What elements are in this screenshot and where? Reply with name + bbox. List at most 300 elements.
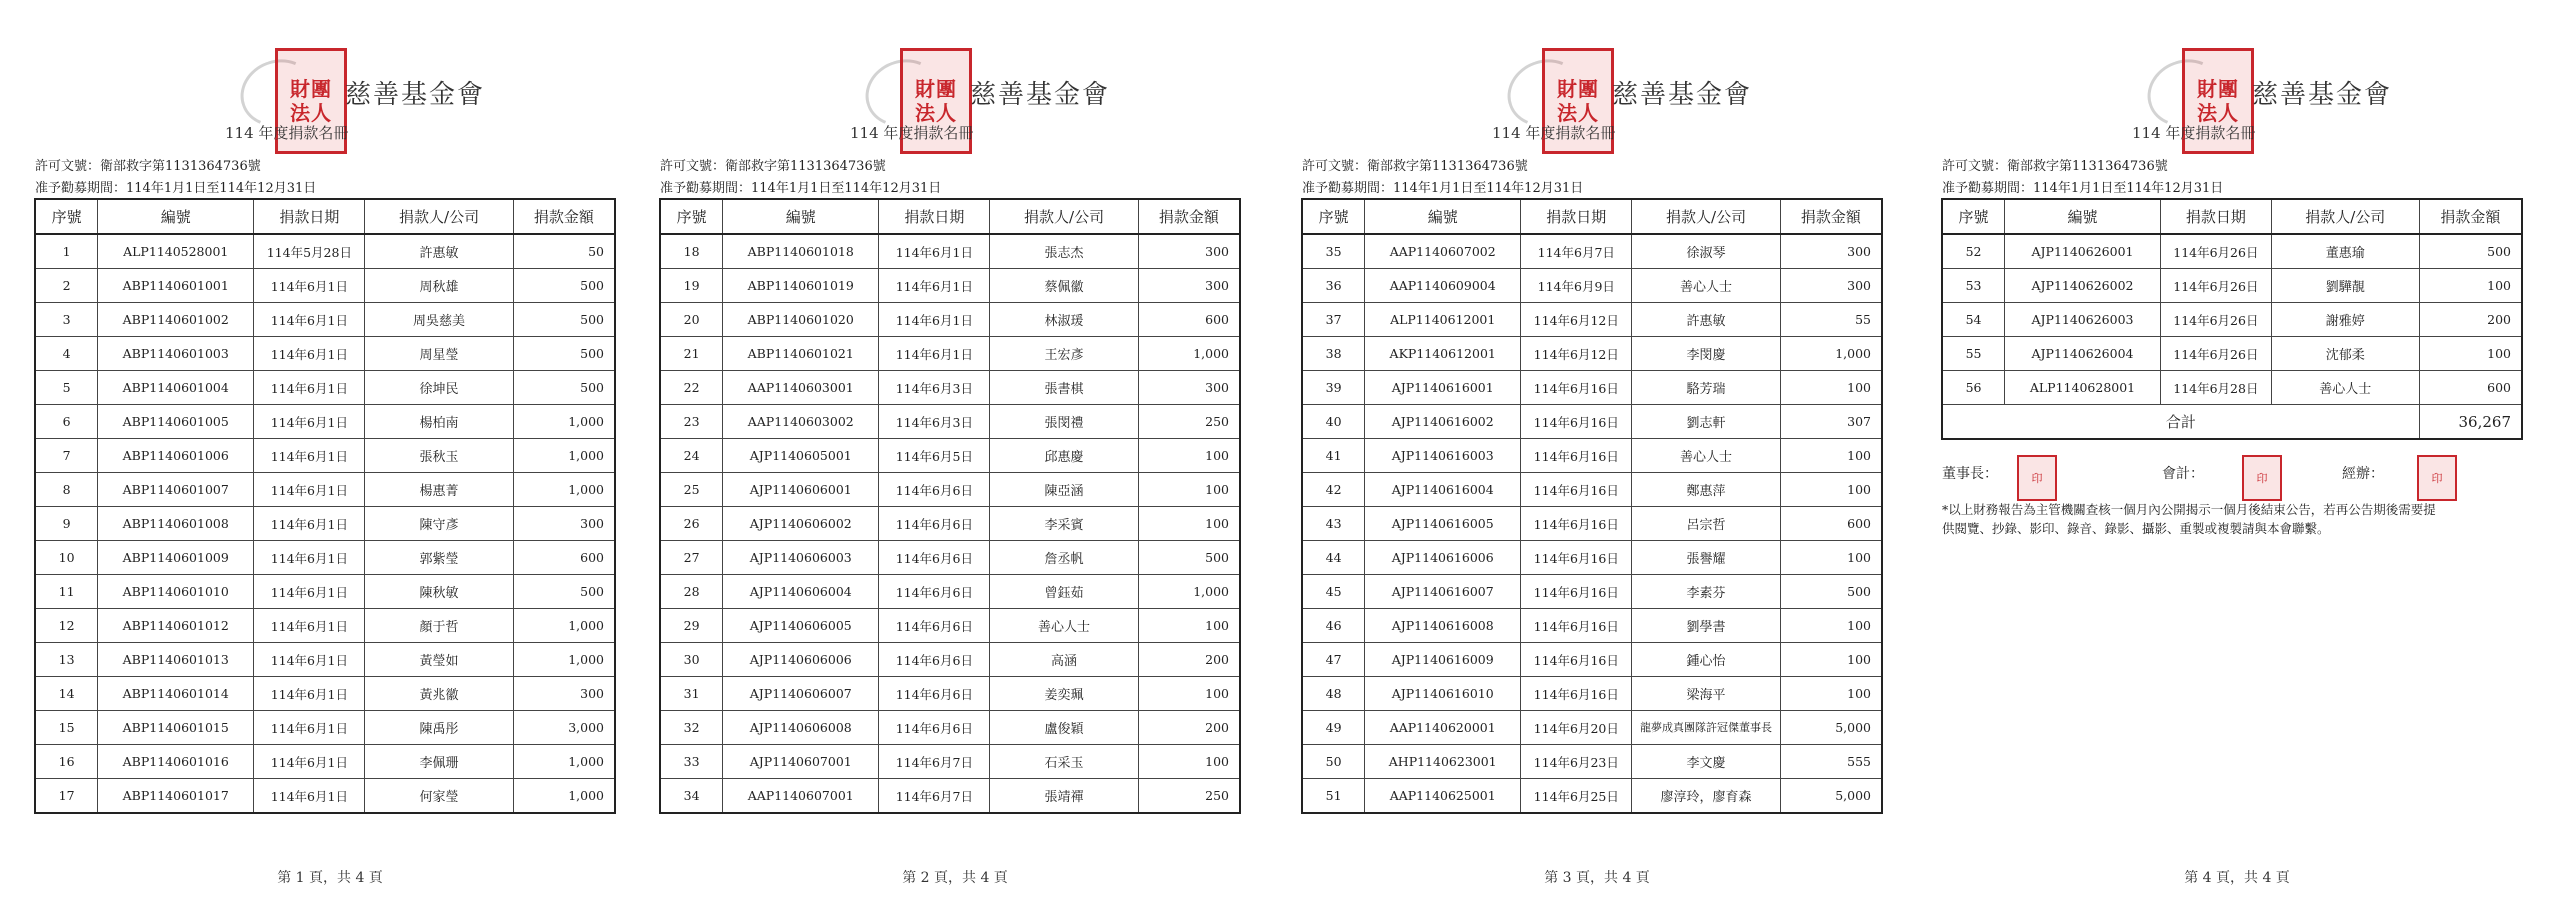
row-id: AJP1140616003 <box>1365 439 1521 473</box>
row-date: 114年6月5日 <box>879 439 990 473</box>
row-amount: 1,000 <box>1138 575 1240 609</box>
table-row <box>35 234 615 269</box>
donation-page-4 <box>1937 0 2537 905</box>
row-seq: 2 <box>35 269 98 303</box>
row-date: 114年6月1日 <box>254 337 365 371</box>
table-row <box>660 269 1240 303</box>
row-id: AJP1140616005 <box>1365 507 1521 541</box>
row-donor: 善心人士 <box>2271 371 2419 405</box>
document-subtitle: 114 年度捐款名冊 <box>1492 124 1616 142</box>
col-header-amount: 捐款金額 <box>1780 199 1882 234</box>
row-seq: 38 <box>1302 337 1365 371</box>
row-amount: 100 <box>1780 609 1882 643</box>
row-donor: 周星瑩 <box>365 337 513 371</box>
row-date: 114年6月6日 <box>879 575 990 609</box>
row-seq: 54 <box>1942 303 2005 337</box>
table-row <box>1302 575 1882 609</box>
row-donor: 李閔慶 <box>1632 337 1780 371</box>
organization-name: 慈善基金會 <box>345 80 486 110</box>
row-amount: 1,000 <box>513 779 615 814</box>
row-donor: 梁海平 <box>1632 677 1780 711</box>
row-date: 114年6月1日 <box>879 303 990 337</box>
row-date: 114年6月6日 <box>879 643 990 677</box>
row-donor: 徐坤民 <box>365 371 513 405</box>
manager-label: 經辦： <box>2342 466 2384 482</box>
row-date: 114年6月1日 <box>879 269 990 303</box>
row-donor: 蔡佩徽 <box>990 269 1138 303</box>
row-date: 114年5月28日 <box>254 234 365 269</box>
col-header-amount: 捐款金額 <box>1138 199 1240 234</box>
row-id: AAP1140609004 <box>1365 269 1521 303</box>
row-amount: 500 <box>2419 234 2522 269</box>
table-row <box>1302 745 1882 779</box>
table-row <box>1302 609 1882 643</box>
row-donor: 徐淑琴 <box>1632 234 1780 269</box>
col-header-seq: 序號 <box>35 199 98 234</box>
row-donor: 王宏彥 <box>990 337 1138 371</box>
row-amount: 300 <box>1780 269 1882 303</box>
table-row <box>1302 234 1882 269</box>
table-row <box>1302 779 1882 814</box>
row-donor: 盧俊穎 <box>990 711 1138 745</box>
row-seq: 28 <box>660 575 723 609</box>
row-amount: 1,000 <box>513 643 615 677</box>
table-row <box>660 575 1240 609</box>
row-date: 114年6月1日 <box>879 234 990 269</box>
col-header-date: 捐款日期 <box>879 199 990 234</box>
table-row <box>660 405 1240 439</box>
row-amount: 500 <box>513 575 615 609</box>
row-seq: 11 <box>35 575 98 609</box>
row-date: 114年6月16日 <box>1521 405 1632 439</box>
row-seq: 41 <box>1302 439 1365 473</box>
table-row <box>35 575 615 609</box>
col-header-date: 捐款日期 <box>254 199 365 234</box>
row-amount: 600 <box>513 541 615 575</box>
row-seq: 53 <box>1942 269 2005 303</box>
permit-number: 許可文號：衛部救字第1131364736號 <box>1942 159 2168 174</box>
row-date: 114年6月1日 <box>254 371 365 405</box>
row-seq: 25 <box>660 473 723 507</box>
row-seq: 5 <box>35 371 98 405</box>
row-id: AJP1140606008 <box>723 711 879 745</box>
table-row <box>35 541 615 575</box>
row-donor: 何家瑩 <box>365 779 513 814</box>
row-date: 114年6月1日 <box>254 303 365 337</box>
row-seq: 9 <box>35 507 98 541</box>
col-header-date: 捐款日期 <box>2160 199 2271 234</box>
row-amount: 250 <box>1138 779 1240 814</box>
table-header-row <box>1942 199 2522 234</box>
row-seq: 45 <box>1302 575 1365 609</box>
table-row <box>35 303 615 337</box>
row-date: 114年6月12日 <box>1521 337 1632 371</box>
table-row <box>660 303 1240 337</box>
row-amount: 500 <box>1138 541 1240 575</box>
row-donor: 李佩珊 <box>365 745 513 779</box>
table-row <box>1302 371 1882 405</box>
donation-table <box>1301 198 1883 814</box>
red-seal-stamp: 財團 法人 <box>275 48 347 154</box>
table-row <box>660 473 1240 507</box>
row-amount: 600 <box>1780 507 1882 541</box>
row-amount: 100 <box>2419 337 2522 371</box>
row-donor: 陳亞涵 <box>990 473 1138 507</box>
row-date: 114年6月28日 <box>2160 371 2271 405</box>
row-date: 114年6月7日 <box>1521 234 1632 269</box>
row-date: 114年6月16日 <box>1521 541 1632 575</box>
table-row <box>660 439 1240 473</box>
donation-page-3 <box>1297 0 1897 905</box>
row-amount: 200 <box>2419 303 2522 337</box>
row-seq: 36 <box>1302 269 1365 303</box>
row-seq: 4 <box>35 337 98 371</box>
organization-name: 慈善基金會 <box>2252 80 2393 110</box>
permit-number: 許可文號：衛部救字第1131364736號 <box>35 159 261 174</box>
fundraising-period: 准予勸募期間：114年1月1日至114年12月31日 <box>35 181 317 196</box>
row-donor: 周吳慈美 <box>365 303 513 337</box>
row-donor: 許惠敏 <box>1632 303 1780 337</box>
row-amount: 3,000 <box>513 711 615 745</box>
row-amount: 100 <box>1780 371 1882 405</box>
row-id: AAP1140603001 <box>723 371 879 405</box>
row-id: AJP1140606004 <box>723 575 879 609</box>
table-row <box>1302 643 1882 677</box>
row-date: 114年6月1日 <box>254 473 365 507</box>
table-header-row <box>660 199 1240 234</box>
table-row <box>660 779 1240 814</box>
row-id: AJP1140616004 <box>1365 473 1521 507</box>
permit-number: 許可文號：衛部救字第1131364736號 <box>1302 159 1528 174</box>
table-row <box>1302 439 1882 473</box>
row-id: ABP1140601021 <box>723 337 879 371</box>
row-date: 114年6月3日 <box>879 371 990 405</box>
document-subtitle: 114 年度捐款名冊 <box>2132 124 2256 142</box>
row-id: AJP1140616010 <box>1365 677 1521 711</box>
row-donor: 龍夢成真團隊許冠傑董事長 <box>1632 711 1780 745</box>
table-row <box>35 473 615 507</box>
donation-table <box>1941 198 2523 440</box>
row-id: ABP1140601003 <box>98 337 254 371</box>
row-date: 114年6月16日 <box>1521 371 1632 405</box>
row-id: AJP1140605001 <box>723 439 879 473</box>
table-row <box>660 541 1240 575</box>
table-row <box>35 337 615 371</box>
row-id: ABP1140601010 <box>98 575 254 609</box>
row-amount: 55 <box>1780 303 1882 337</box>
row-date: 114年6月6日 <box>879 507 990 541</box>
row-id: ALP1140612001 <box>1365 303 1521 337</box>
row-amount: 100 <box>1138 439 1240 473</box>
row-date: 114年6月16日 <box>1521 677 1632 711</box>
row-amount: 200 <box>1138 711 1240 745</box>
table-row <box>1302 269 1882 303</box>
row-id: ABP1140601013 <box>98 643 254 677</box>
row-donor: 黃瑩如 <box>365 643 513 677</box>
row-donor: 鍾心怡 <box>1632 643 1780 677</box>
document-header <box>2132 48 2427 158</box>
table-row <box>660 234 1240 269</box>
row-date: 114年6月12日 <box>1521 303 1632 337</box>
row-id: AJP1140606006 <box>723 643 879 677</box>
row-id: AJP1140616007 <box>1365 575 1521 609</box>
row-id: AAP1140607002 <box>1365 234 1521 269</box>
row-amount: 500 <box>513 371 615 405</box>
row-amount: 300 <box>513 507 615 541</box>
table-row <box>1302 337 1882 371</box>
row-amount: 5,000 <box>1780 711 1882 745</box>
row-seq: 35 <box>1302 234 1365 269</box>
col-header-date: 捐款日期 <box>1521 199 1632 234</box>
donation-page-1 <box>30 0 630 905</box>
row-id: AJP1140616001 <box>1365 371 1521 405</box>
red-seal-stamp: 財團 法人 <box>1542 48 1614 154</box>
col-header-donor: 捐款人/公司 <box>2271 199 2419 234</box>
row-donor: 善心人士 <box>1632 439 1780 473</box>
col-header-id: 編號 <box>2005 199 2161 234</box>
row-donor: 劉志軒 <box>1632 405 1780 439</box>
row-date: 114年6月1日 <box>254 677 365 711</box>
manager-seal-stamp: 印 <box>2417 455 2457 501</box>
row-donor: 劉學書 <box>1632 609 1780 643</box>
table-row <box>1942 303 2522 337</box>
row-date: 114年6月1日 <box>254 745 365 779</box>
row-id: ABP1140601020 <box>723 303 879 337</box>
table-row <box>660 745 1240 779</box>
row-date: 114年6月7日 <box>879 745 990 779</box>
table-row <box>35 371 615 405</box>
row-date: 114年6月1日 <box>254 439 365 473</box>
row-donor: 陳禹彤 <box>365 711 513 745</box>
row-donor: 黃兆徽 <box>365 677 513 711</box>
row-id: ABP1140601002 <box>98 303 254 337</box>
row-donor: 詹丞帆 <box>990 541 1138 575</box>
row-donor: 沈郁柔 <box>2271 337 2419 371</box>
row-id: ABP1140601015 <box>98 711 254 745</box>
table-row <box>1302 711 1882 745</box>
row-donor: 呂宗哲 <box>1632 507 1780 541</box>
row-date: 114年6月1日 <box>254 541 365 575</box>
row-id: AJP1140606005 <box>723 609 879 643</box>
row-id: ABP1140601005 <box>98 405 254 439</box>
row-date: 114年6月16日 <box>1521 439 1632 473</box>
table-row <box>1302 507 1882 541</box>
row-seq: 23 <box>660 405 723 439</box>
row-seq: 21 <box>660 337 723 371</box>
row-donor: 邱惠慶 <box>990 439 1138 473</box>
row-date: 114年6月6日 <box>879 677 990 711</box>
table-row <box>35 711 615 745</box>
donation-table <box>659 198 1241 814</box>
row-id: AAP1140625001 <box>1365 779 1521 814</box>
col-header-amount: 捐款金額 <box>2419 199 2522 234</box>
row-donor: 張靖禪 <box>990 779 1138 814</box>
table-row <box>1302 677 1882 711</box>
row-id: ABP1140601016 <box>98 745 254 779</box>
table-row <box>1942 337 2522 371</box>
row-amount: 600 <box>2419 371 2522 405</box>
row-seq: 10 <box>35 541 98 575</box>
row-id: AJP1140607001 <box>723 745 879 779</box>
col-header-seq: 序號 <box>1942 199 2005 234</box>
table-row <box>35 439 615 473</box>
row-id: AJP1140626002 <box>2005 269 2161 303</box>
row-amount: 300 <box>1780 234 1882 269</box>
table-row <box>660 337 1240 371</box>
row-date: 114年6月16日 <box>1521 609 1632 643</box>
row-donor: 楊柏南 <box>365 405 513 439</box>
row-amount: 500 <box>513 337 615 371</box>
page-footer: 第 1 頁，共 4 頁 <box>277 870 383 886</box>
page-footer: 第 2 頁，共 4 頁 <box>902 870 1008 886</box>
document-subtitle: 114 年度捐款名冊 <box>850 124 974 142</box>
row-amount: 100 <box>1780 439 1882 473</box>
table-row <box>35 269 615 303</box>
row-donor: 鄭惠萍 <box>1632 473 1780 507</box>
organization-name: 慈善基金會 <box>970 80 1111 110</box>
chairman-seal-stamp: 印 <box>2017 455 2057 501</box>
row-amount: 50 <box>513 234 615 269</box>
row-seq: 30 <box>660 643 723 677</box>
row-amount: 100 <box>1138 609 1240 643</box>
row-id: AJP1140616006 <box>1365 541 1521 575</box>
row-date: 114年6月1日 <box>254 643 365 677</box>
col-header-amount: 捐款金額 <box>513 199 615 234</box>
row-id: AAP1140607001 <box>723 779 879 814</box>
row-id: ABP1140601012 <box>98 609 254 643</box>
row-amount: 100 <box>1138 745 1240 779</box>
row-id: AJP1140626004 <box>2005 337 2161 371</box>
table-row <box>1942 234 2522 269</box>
row-seq: 18 <box>660 234 723 269</box>
row-date: 114年6月6日 <box>879 711 990 745</box>
row-donor: 高涵 <box>990 643 1138 677</box>
row-id: ABP1140601008 <box>98 507 254 541</box>
row-id: AAP1140603002 <box>723 405 879 439</box>
row-donor: 姜奕珮 <box>990 677 1138 711</box>
row-date: 114年6月1日 <box>254 609 365 643</box>
row-seq: 34 <box>660 779 723 814</box>
row-amount: 500 <box>1780 575 1882 609</box>
row-seq: 49 <box>1302 711 1365 745</box>
row-date: 114年6月7日 <box>879 779 990 814</box>
row-date: 114年6月1日 <box>254 711 365 745</box>
row-id: ABP1140601001 <box>98 269 254 303</box>
table-header-row <box>1302 199 1882 234</box>
table-row <box>660 643 1240 677</box>
col-header-id: 編號 <box>723 199 879 234</box>
row-donor: 許惠敏 <box>365 234 513 269</box>
row-seq: 3 <box>35 303 98 337</box>
page-footer: 第 4 頁，共 4 頁 <box>2184 870 2290 886</box>
table-row <box>660 507 1240 541</box>
table-row <box>660 371 1240 405</box>
row-date: 114年6月26日 <box>2160 269 2271 303</box>
row-id: ALP1140628001 <box>2005 371 2161 405</box>
row-seq: 8 <box>35 473 98 507</box>
row-amount: 1,000 <box>513 609 615 643</box>
fundraising-period: 准予勸募期間：114年1月1日至114年12月31日 <box>1942 181 2224 196</box>
col-header-donor: 捐款人/公司 <box>1632 199 1780 234</box>
permit-number: 許可文號：衛部救字第1131364736號 <box>660 159 886 174</box>
row-seq: 50 <box>1302 745 1365 779</box>
row-id: ABP1140601014 <box>98 677 254 711</box>
row-donor: 郭紫瑩 <box>365 541 513 575</box>
row-donor: 周秋雄 <box>365 269 513 303</box>
row-date: 114年6月23日 <box>1521 745 1632 779</box>
row-date: 114年6月26日 <box>2160 303 2271 337</box>
row-donor: 善心人士 <box>990 609 1138 643</box>
col-header-id: 編號 <box>98 199 254 234</box>
row-date: 114年6月20日 <box>1521 711 1632 745</box>
row-amount: 555 <box>1780 745 1882 779</box>
signature-row <box>1937 455 2527 495</box>
total-label: 合計 <box>1942 405 2419 440</box>
row-amount: 200 <box>1138 643 1240 677</box>
row-date: 114年6月16日 <box>1521 507 1632 541</box>
row-amount: 100 <box>1138 507 1240 541</box>
row-amount: 100 <box>1780 473 1882 507</box>
row-seq: 14 <box>35 677 98 711</box>
row-date: 114年6月6日 <box>879 473 990 507</box>
row-id: AJP1140606007 <box>723 677 879 711</box>
col-header-seq: 序號 <box>660 199 723 234</box>
row-id: AAP1140620001 <box>1365 711 1521 745</box>
row-donor: 董惠瑜 <box>2271 234 2419 269</box>
red-seal-stamp: 財團 法人 <box>900 48 972 154</box>
row-donor: 林淑瑗 <box>990 303 1138 337</box>
row-amount: 1,000 <box>513 745 615 779</box>
fundraising-period: 准予勸募期間：114年1月1日至114年12月31日 <box>660 181 942 196</box>
row-id: ALP1140528001 <box>98 234 254 269</box>
row-date: 114年6月16日 <box>1521 643 1632 677</box>
row-donor: 劉驊靚 <box>2271 269 2419 303</box>
row-seq: 24 <box>660 439 723 473</box>
row-seq: 19 <box>660 269 723 303</box>
row-seq: 33 <box>660 745 723 779</box>
row-date: 114年6月9日 <box>1521 269 1632 303</box>
row-seq: 31 <box>660 677 723 711</box>
row-donor: 李采賓 <box>990 507 1138 541</box>
row-seq: 22 <box>660 371 723 405</box>
row-date: 114年6月6日 <box>879 541 990 575</box>
row-id: ABP1140601006 <box>98 439 254 473</box>
row-amount: 1,000 <box>1780 337 1882 371</box>
row-date: 114年6月26日 <box>2160 234 2271 269</box>
row-seq: 56 <box>1942 371 2005 405</box>
total-row <box>1942 405 2522 440</box>
row-amount: 100 <box>1780 643 1882 677</box>
row-seq: 40 <box>1302 405 1365 439</box>
row-seq: 51 <box>1302 779 1365 814</box>
page-footer: 第 3 頁，共 4 頁 <box>1544 870 1650 886</box>
row-date: 114年6月6日 <box>879 609 990 643</box>
table-row <box>35 405 615 439</box>
row-seq: 52 <box>1942 234 2005 269</box>
row-amount: 307 <box>1780 405 1882 439</box>
accountant-label: 會計： <box>2162 466 2204 482</box>
row-amount: 250 <box>1138 405 1240 439</box>
row-date: 114年6月1日 <box>254 779 365 814</box>
row-amount: 300 <box>513 677 615 711</box>
row-seq: 26 <box>660 507 723 541</box>
row-amount: 1,000 <box>513 439 615 473</box>
donation-page-2 <box>655 0 1255 905</box>
table-row <box>1942 371 2522 405</box>
table-row <box>660 677 1240 711</box>
accountant-seal-stamp: 印 <box>2242 455 2282 501</box>
row-id: AJP1140616002 <box>1365 405 1521 439</box>
